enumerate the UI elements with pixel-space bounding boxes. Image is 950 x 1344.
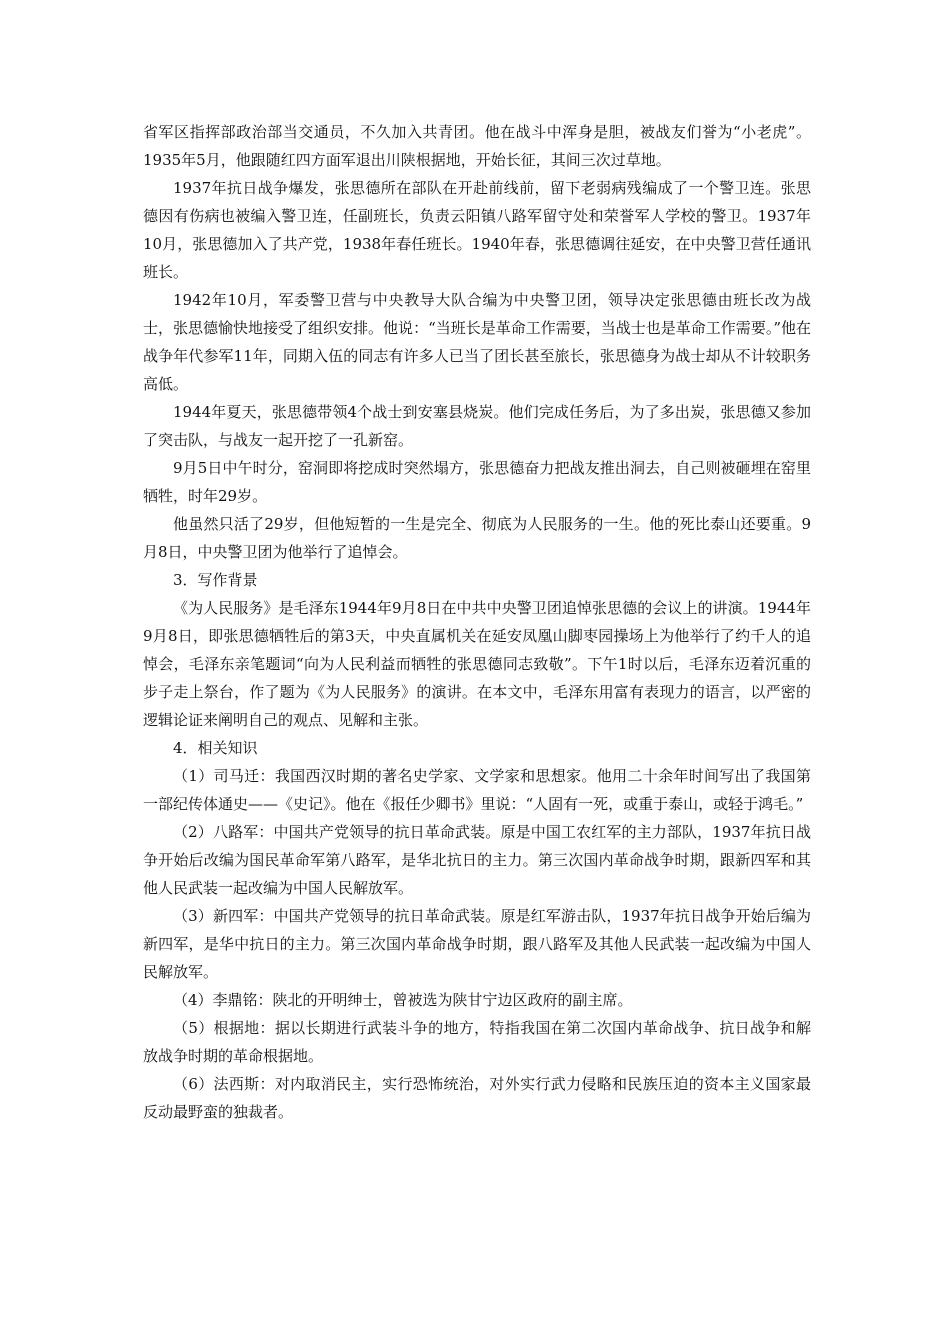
knowledge-item-base-area: （5）根据地：据以长期进行武装斗争的地方，特指我国在第二次国内革命战争、抗日战争和解放战争时期的革命根据地。 bbox=[143, 1019, 811, 1065]
paragraph: 1937年抗日战争爆发，张思德所在部队在开赴前线前，留下老弱病残编成了一个警卫连。张思德因有伤病也被编入警卫连，任副班长，负责云阳镇八路军留守处和荣誉军人学校的警卫。1937年10月，张思德加入了共产党，1938年春任班长。1940年春，张思德调往延安，在中央警卫营任通讯班长。 bbox=[143, 179, 811, 281]
paragraph: 他虽然只活了29岁，但他短暂的一生是完全、彻底为人民服务的一生。他的死比泰山还要重。9月8日，中央警卫团为他举行了追悼会。 bbox=[143, 515, 811, 561]
section-heading-related-knowledge: 4．相关知识 bbox=[173, 739, 258, 757]
knowledge-item-new-fourth-army: （3）新四军：中国共产党领导的抗日革命武装。原是红军游击队，1937年抗日战争开始后编为新四军，是华中抗日的主力。第三次国内革命战争时期，跟八路军及其他人民武装一起改编为中国人民解放军。 bbox=[143, 907, 811, 981]
knowledge-item-fascism: （6）法西斯：对内取消民主，实行恐怖统治，对外实行武力侵略和民族压迫的资本主义国家最反动最野蛮的独裁者。 bbox=[143, 1075, 811, 1121]
paragraph-continued: 省军区指挥部政治部当交通员，不久加入共青团。他在战斗中浑身是胆，被战友们誉为“小老虎”。1935年5月，他跟随红四方面军退出川陕根据地，开始长征，其间三次过草地。 bbox=[143, 123, 811, 169]
paragraph: 1942年10月，军委警卫营与中央教导大队合编为中央警卫团，领导决定张思德由班长改为战士，张思德愉快地接受了组织安排。他说：“当班长是革命工作需要，当战士也是革命工作需要。”他在战争年代参军11年，同期入伍的同志有许多人已当了团长甚至旅长，张思德身为战士却从不计较职务高低。 bbox=[143, 291, 811, 393]
document-body bbox=[143, 118, 811, 1126]
knowledge-item-sima-qian: （1）司马迁：我国西汉时期的著名史学家、文学家和思想家。他用二十余年时间写出了我国第一部纪传体通史——《史记》。他在《报任少卿书》里说：“人固有一死，或重于泰山，或轻于鸿毛。” bbox=[143, 767, 811, 813]
knowledge-item-li-dingming: （4）李鼎铭：陕北的开明绅士，曾被选为陕甘宁边区政府的副主席。 bbox=[173, 991, 633, 1009]
section-heading-writing-background: 3．写作背景 bbox=[173, 571, 258, 589]
knowledge-item-eighth-route-army: （2）八路军：中国共产党领导的抗日革命武装。原是中国工农红军的主力部队，1937年抗日战争开始后改编为国民革命军第八路军，是华北抗日的主力。第三次国内革命战争时期，跟新四军和其他人民武装一起改编为中国人民解放军。 bbox=[143, 823, 811, 897]
paragraph: 9月5日中午时分，窑洞即将挖成时突然塌方，张思德奋力把战友推出洞去，自己则被砸埋在窑里牺牲，时年29岁。 bbox=[143, 459, 811, 505]
paragraph: 《为人民服务》是毛泽东1944年9月8日在中共中央警卫团追悼张思德的会议上的讲演。1944年9月8日，即张思德牺牲后的第3天，中央直属机关在延安凤凰山脚枣园操场上为他举行了约千人的追悼会，毛泽东亲笔题词“向为人民利益而牺牲的张思德同志致敬”。下午1时以后，毛泽东迈着沉重的步子走上祭台，作了题为《为人民服务》的演讲。在本文中，毛泽东用富有表现力的语言，以严密的逻辑论证来阐明自己的观点、见解和主张。 bbox=[143, 599, 811, 729]
paragraph: 1944年夏天，张思德带领4个战士到安塞县烧炭。他们完成任务后，为了多出炭，张思德又参加了突击队，与战友一起开挖了一孔新窑。 bbox=[143, 403, 811, 449]
